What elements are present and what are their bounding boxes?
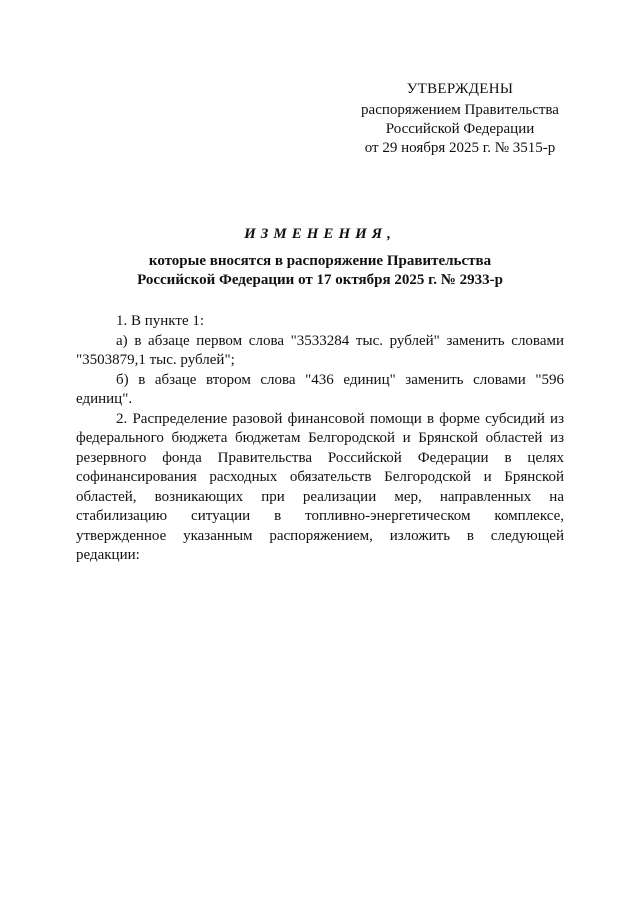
paragraph-subitem-b: б) в абзаце втором слова "436 единиц" заменить словами "596 единиц".	[76, 371, 564, 407]
document-subtitle-line: которые вносятся в распоряжение Правительства	[148, 253, 492, 269]
document-title-block	[70, 225, 570, 290]
approval-line: распоряжением Правительства	[361, 102, 559, 118]
approval-heading: УТВЕРЖДЕНЫ	[406, 81, 514, 97]
paragraph-item-1: 1. В пункте 1:	[116, 313, 205, 329]
approval-line: от 29 ноября 2025 г. № 3515-р	[364, 140, 556, 156]
document-title: ИЗМЕНЕНИЯ,	[244, 226, 396, 242]
approval-line: Российской Федерации	[385, 121, 535, 137]
approval-stamp-block	[340, 80, 580, 158]
document-body	[76, 312, 564, 566]
paragraph-subitem-a: а) в абзаце первом слова "3533284 тыс. рублей" заменить словами "3503879,1 тыс. рублей";	[76, 332, 564, 368]
document-subtitle-line: Российской Федерации от 17 октября 2025 г. № 2933-р	[137, 272, 503, 288]
paragraph-item-2: 2. Распределение разовой финансовой помощи в форме субсидий из федерального бюджета бюджетам Белгородской и Брянской областей из резервного фонда Правительства Российской Федерации в целях софинансирования расходных обязательств Белгородской и Брянской областей, возникающих при реализации мер, направленных на стабилизацию ситуации в топливно-энергетическом комплексе, утвержденное указанным распоряжением, изложить в следующей редакции:	[76, 410, 564, 563]
